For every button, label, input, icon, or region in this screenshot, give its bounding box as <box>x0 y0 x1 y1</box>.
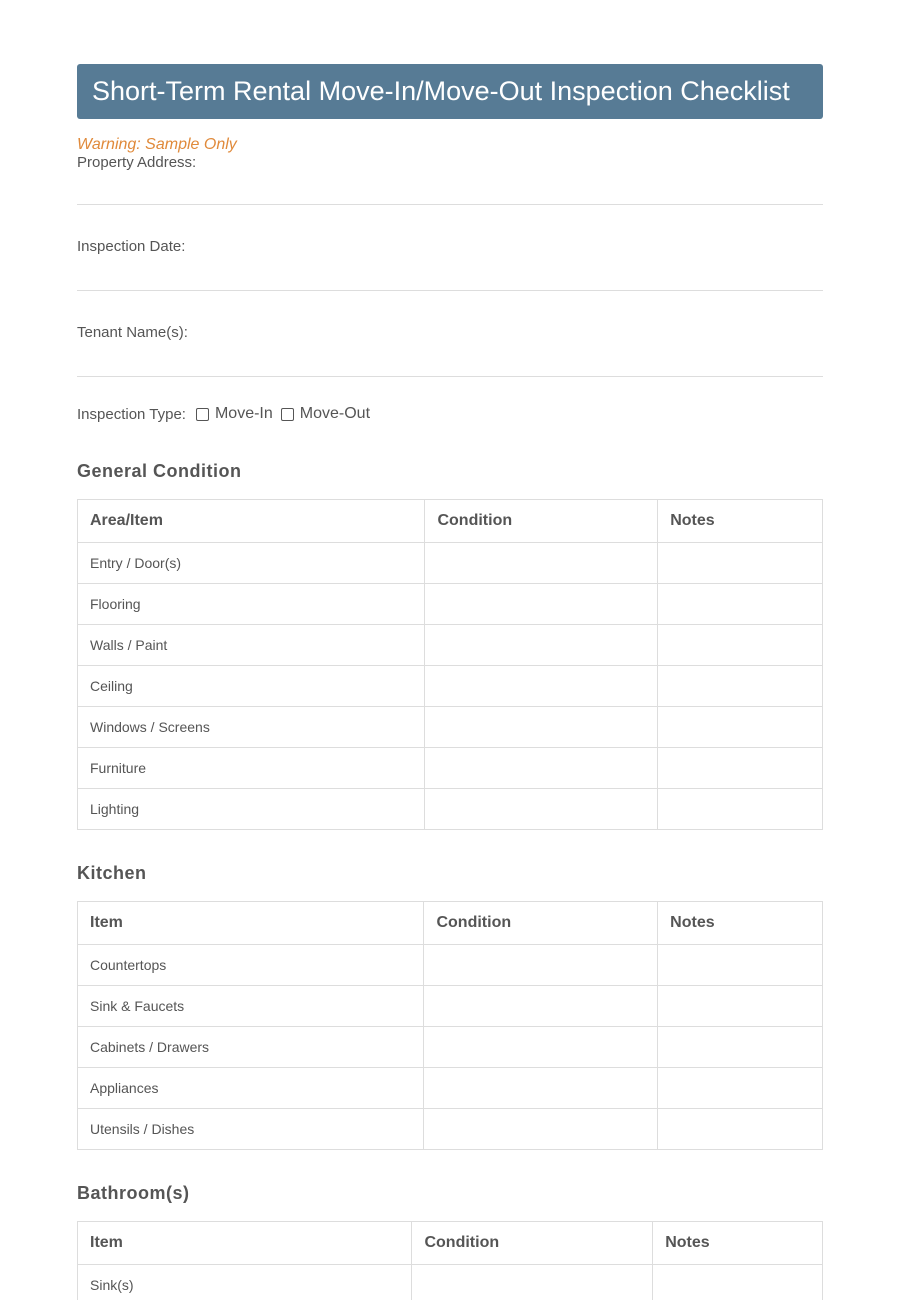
notes-cell[interactable] <box>658 986 823 1027</box>
section-title: General Condition <box>77 461 242 481</box>
table-row <box>78 1109 823 1150</box>
section-title: Bathroom(s) <box>77 1183 190 1203</box>
item-cell: Windows / Screens <box>78 707 425 748</box>
table-row <box>78 748 823 789</box>
checklist-table <box>77 499 823 830</box>
notes-cell[interactable] <box>658 1109 823 1150</box>
condition-cell[interactable] <box>424 986 658 1027</box>
inspection-date-field[interactable] <box>77 238 823 291</box>
column-header: Area/Item <box>78 500 425 543</box>
condition-cell[interactable] <box>425 666 658 707</box>
notes-cell[interactable] <box>658 543 823 584</box>
notes-cell[interactable] <box>658 584 823 625</box>
table-row <box>78 1027 823 1068</box>
move-in-label[interactable]: Move-In <box>214 405 273 422</box>
condition-cell[interactable] <box>425 625 658 666</box>
tenant-names-label: Tenant Name(s): <box>77 324 188 341</box>
column-header: Notes <box>653 1222 823 1265</box>
table-row <box>78 543 823 584</box>
checklist-table <box>77 1221 823 1300</box>
condition-cell[interactable] <box>412 1265 653 1300</box>
item-cell: Cabinets / Drawers <box>78 1027 424 1068</box>
property-address-field[interactable] <box>77 154 823 205</box>
item-cell: Flooring <box>78 584 425 625</box>
property-address-label: Property Address: <box>77 154 197 171</box>
condition-cell[interactable] <box>425 543 658 584</box>
item-cell: Sink(s) <box>78 1265 412 1300</box>
table-header-row <box>78 500 823 543</box>
item-cell: Appliances <box>78 1068 424 1109</box>
table-header-row <box>78 902 823 945</box>
condition-cell[interactable] <box>425 707 658 748</box>
move-out-label[interactable]: Move-Out <box>299 405 371 422</box>
item-cell: Countertops <box>78 945 424 986</box>
inspection-type-group <box>77 404 823 424</box>
inspection-date-label: Inspection Date: <box>77 238 186 255</box>
section-title: Kitchen <box>77 863 147 883</box>
checklist-sections <box>77 461 823 1300</box>
table-header-row <box>78 1222 823 1265</box>
item-cell: Utensils / Dishes <box>78 1109 424 1150</box>
column-header: Condition <box>412 1222 653 1265</box>
item-cell: Lighting <box>78 789 425 830</box>
notes-cell[interactable] <box>658 1068 823 1109</box>
item-cell: Sink & Faucets <box>78 986 424 1027</box>
condition-cell[interactable] <box>424 1109 658 1150</box>
table-row <box>78 707 823 748</box>
notes-cell[interactable] <box>653 1265 823 1300</box>
condition-cell[interactable] <box>425 584 658 625</box>
condition-cell[interactable] <box>424 945 658 986</box>
notes-cell[interactable] <box>658 707 823 748</box>
condition-cell[interactable] <box>425 789 658 830</box>
notes-cell[interactable] <box>658 625 823 666</box>
condition-cell[interactable] <box>424 1027 658 1068</box>
checklist-table <box>77 901 823 1150</box>
table-row <box>78 625 823 666</box>
notes-cell[interactable] <box>658 789 823 830</box>
column-header: Item <box>78 1222 412 1265</box>
column-header: Condition <box>425 500 658 543</box>
notes-cell[interactable] <box>658 666 823 707</box>
table-row <box>78 666 823 707</box>
notes-cell[interactable] <box>658 945 823 986</box>
column-header: Notes <box>658 902 823 945</box>
condition-cell[interactable] <box>424 1068 658 1109</box>
table-row <box>78 986 823 1027</box>
move-out-checkbox[interactable] <box>281 408 294 421</box>
sample-warning: Warning: Sample Only <box>77 136 237 153</box>
move-in-checkbox[interactable] <box>196 408 209 421</box>
item-cell: Furniture <box>78 748 425 789</box>
table-row <box>78 789 823 830</box>
page-title: Short-Term Rental Move-In/Move-Out Inspection Checklist <box>77 64 823 119</box>
column-header: Notes <box>658 500 823 543</box>
tenant-names-field[interactable] <box>77 324 823 377</box>
table-row <box>78 1265 823 1300</box>
item-cell: Ceiling <box>78 666 425 707</box>
table-row <box>78 945 823 986</box>
inspection-type-label: Inspection Type: <box>77 405 186 423</box>
item-cell: Walls / Paint <box>78 625 425 666</box>
column-header: Item <box>78 902 424 945</box>
table-row <box>78 584 823 625</box>
column-header: Condition <box>424 902 658 945</box>
inspection-checklist-page <box>77 64 823 1300</box>
table-row <box>78 1068 823 1109</box>
notes-cell[interactable] <box>658 748 823 789</box>
item-cell: Entry / Door(s) <box>78 543 425 584</box>
notes-cell[interactable] <box>658 1027 823 1068</box>
condition-cell[interactable] <box>425 748 658 789</box>
